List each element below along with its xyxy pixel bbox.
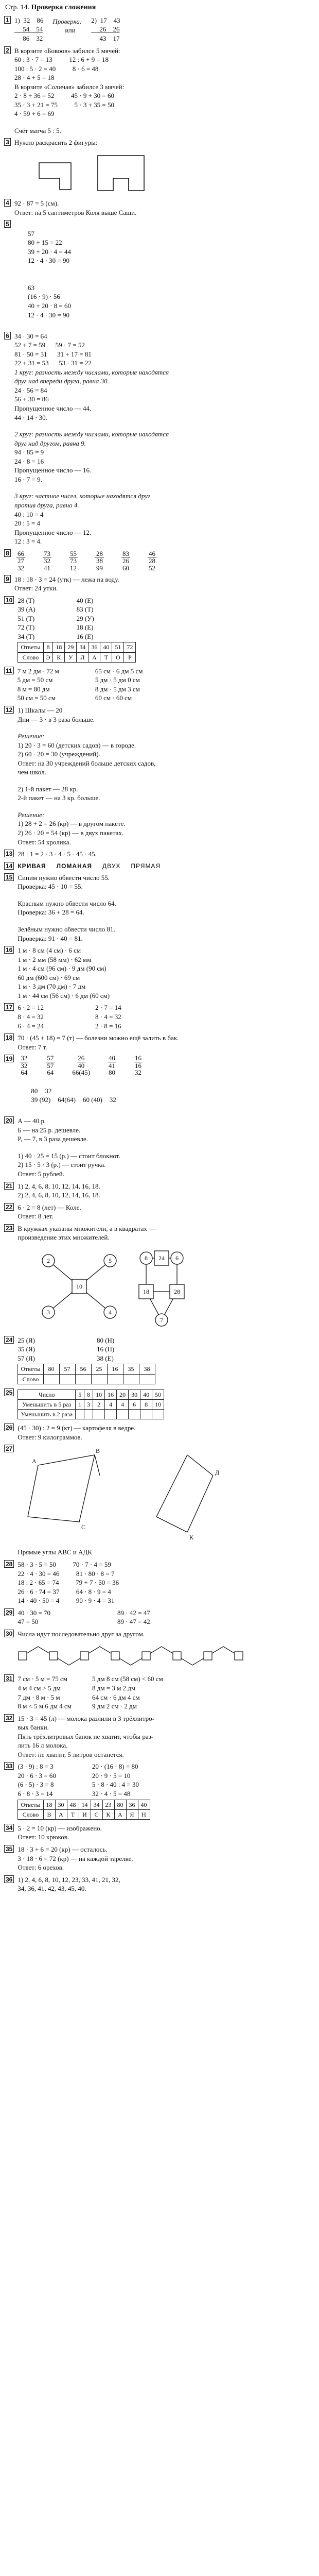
- task-number: 19: [4, 1055, 14, 1062]
- line: 5 дм 8 см (58 см) < 60 см: [92, 1675, 163, 1683]
- task-17: [4, 1003, 307, 1030]
- line: 50 см = 50 см: [17, 694, 56, 702]
- line: 28 · 4 + 5 = 18: [14, 74, 55, 82]
- or-label: или: [65, 26, 76, 35]
- word: ДВУХ: [102, 862, 121, 870]
- line: 70 · (45 + 18) = 7 (т) — болезни можно ещё залить в бак.: [17, 1034, 179, 1042]
- factor-label: 7: [160, 1316, 164, 1324]
- answer-table: Ответы 80 57 56 25 16 35 38 Слово: [17, 1364, 155, 1384]
- task-number: 17: [4, 1003, 14, 1011]
- task-number: 24: [4, 1336, 14, 1344]
- line: 80 (Н): [96, 1336, 115, 1344]
- task-number: 27: [4, 1445, 14, 1452]
- line: 6 · 2 = 12: [17, 1004, 44, 1012]
- line: 1) 2, 4, 6, 8, 10, 12, 14, 16, 18.: [17, 1182, 100, 1190]
- column-sum: 40 41 80: [109, 1054, 116, 1077]
- factor-label: 2: [47, 1257, 50, 1264]
- line: 34, 36, 41, 42, 43, 45, 40.: [17, 1885, 86, 1893]
- line: [14, 422, 307, 430]
- line: (3 · 9) : 8 = 3: [17, 1762, 54, 1771]
- task-number: 1: [4, 16, 11, 24]
- line: 8 дм = 3 м 2 дм: [92, 1684, 136, 1692]
- column-sum: 57 57 64: [47, 1054, 54, 1077]
- line: 20 · (16 · 8) = 80: [92, 1762, 138, 1771]
- expr: 63: [28, 283, 34, 292]
- task-14: [4, 862, 307, 870]
- factor-label: 6: [175, 1254, 179, 1262]
- line: 20 : 5 = 4: [14, 519, 40, 528]
- answer-table: Ответы 8 18 29 34 36 40 51 72 Слово Э К У Л А Т О Р: [17, 642, 136, 662]
- product-label: 18: [143, 1287, 150, 1295]
- line: Ответ: 24 утки.: [14, 584, 58, 592]
- line: Пропущенное число — 44.: [14, 404, 92, 413]
- expr: 12 · 4 · 30 = 90: [28, 257, 69, 265]
- task-33: [4, 1762, 307, 1821]
- line: 2-й пакет — на 3 кр. больше.: [17, 794, 100, 802]
- task-number: 26: [4, 1423, 14, 1431]
- line: 40 : 10 = 4: [14, 510, 44, 518]
- vertex-label: С: [81, 1523, 86, 1531]
- line: 3 · 18 · 6 = 72 (кр) — на каждой тарелке.: [17, 1854, 133, 1862]
- factor-label: 3: [47, 1308, 50, 1316]
- line: 1 м · 2 мм (58 мм) · 62 мм: [17, 955, 92, 963]
- line: чем школ.: [17, 768, 46, 776]
- task-number: 3: [4, 138, 11, 146]
- line: 20 · 6 · 3 = 60: [17, 1771, 56, 1780]
- factor-label: 5: [109, 1257, 112, 1264]
- answer-table: Ответы 18 30 48 14 34 23 80 36 40 Слово В А Т И С К А Я Н: [17, 1800, 150, 1820]
- line: Нужно раскрасить 2 фигуры:: [14, 139, 98, 147]
- task-number: 13: [4, 850, 14, 857]
- task-number: 31: [4, 1674, 14, 1682]
- line: 44 · 14 · 30.: [14, 413, 47, 421]
- line: 64 см · 6 дм 4 см: [92, 1693, 140, 1701]
- task-2: [4, 46, 307, 135]
- line: 1) 40 · 25 = 15 (р.) — стоит блокнот.: [17, 1151, 120, 1160]
- line: 14 · 40 · 50 = 4 90 · 9 · 4 = 31: [17, 1597, 115, 1605]
- line: 2) 26 · 20 = 54 (кр) — в двух пакетах.: [17, 829, 124, 837]
- task-number: 2: [4, 46, 11, 54]
- task-34: [4, 1824, 307, 1842]
- line: 2) 1-й пакет — 28 кр.: [17, 785, 78, 793]
- line: 18 (Е): [76, 623, 94, 632]
- task-13: [4, 850, 307, 859]
- task-number: 22: [4, 1203, 14, 1211]
- line: 1) 20 · 3 = 60 (детских садов) — в городе.: [17, 741, 136, 749]
- line: (45 · 30) : 2 = 9 (кт) — картофеля в ведре.: [17, 1424, 136, 1432]
- line: 43 17: [91, 34, 120, 42]
- expr: 12 · 4 · 30 = 90: [28, 311, 69, 319]
- line: 18 · 3 + 6 = 20 (кр) — осталось.: [17, 1845, 108, 1853]
- task-21: [4, 1182, 307, 1200]
- page-title: Проверка сложения: [31, 4, 96, 11]
- line: 2 · 7 = 14: [95, 1004, 121, 1012]
- expr: (16 · 9) · 56: [28, 293, 60, 301]
- line: 2) 17 43: [91, 16, 120, 24]
- task-4: [4, 199, 307, 217]
- line: 7 м 2 дм · 72 м: [17, 667, 59, 675]
- task-24: [4, 1336, 307, 1385]
- expr: 39 + 20 · 4 = 44: [28, 247, 71, 256]
- task-16: [4, 946, 307, 1000]
- line: Решение:: [17, 810, 45, 819]
- line: 28 (Т): [17, 596, 35, 604]
- task-number: 5: [4, 220, 11, 228]
- line: 2) 60 · 20 = 30 (учреждений).: [17, 750, 100, 758]
- task-number: 6: [4, 332, 11, 340]
- line: 81 · 50 = 31 31 + 17 = 81: [14, 350, 92, 358]
- line: 16 (П): [96, 1345, 115, 1353]
- line: вых банки.: [17, 1723, 49, 1732]
- vertex-label: В: [96, 1447, 100, 1455]
- task-number: 11: [4, 667, 14, 674]
- task-number: 12: [4, 706, 14, 714]
- product-label: 24: [158, 1254, 165, 1262]
- line: 12 : 3 = 4.: [14, 537, 42, 546]
- check-label: Проверка:: [52, 17, 82, 25]
- task-19: 19 32 32 64 57 57 64 26 40 66(45) 40 41 80 16 16 32 80 32 39 (92) 64(64) 60 (40) 32: [4, 1055, 307, 1113]
- line: 32 · 4 · 5 = 48: [92, 1789, 131, 1798]
- line: 1) 32 86: [14, 16, 44, 24]
- task-number: 20: [4, 1116, 14, 1124]
- task-36: [4, 1875, 307, 1893]
- column-sum: 83 26 60: [122, 549, 129, 572]
- line: Ответ: 54 кролика.: [17, 838, 71, 846]
- line: 35 · 3 + 21 = 75 5 · 3 + 35 = 50: [14, 100, 114, 109]
- line: 18 : 2 · 65 = 74 79 + 7 · 50 = 36: [17, 1579, 119, 1587]
- task-number: 10: [4, 596, 14, 604]
- task-32: [4, 1714, 307, 1759]
- task-27: [4, 1445, 307, 1557]
- line: В кружках указаны множители, а в квадратах —: [17, 1224, 156, 1232]
- task-22: [4, 1203, 307, 1221]
- line: 16 (Е): [76, 632, 94, 640]
- task-1: [4, 16, 307, 43]
- line: 3 круг: частное чисел, которые находятся друг: [14, 492, 151, 500]
- task-9: [4, 575, 307, 593]
- line: 1 м · 4 см (96 см) · 9 дм (90 см): [17, 964, 107, 973]
- angles-diagram: [17, 1445, 234, 1548]
- line: Решение:: [17, 732, 45, 740]
- line: [17, 777, 307, 785]
- line: 4 · 59 + 6 = 69: [14, 110, 55, 118]
- line: 16 · 7 = 9.: [14, 475, 42, 483]
- task-25: [4, 1388, 307, 1421]
- line: 7 см · 5 м = 75 см: [17, 1675, 67, 1683]
- line: 22 · 4 · 30 = 46 81 · 80 · 8 = 7: [17, 1569, 115, 1578]
- line: Числа идут последовательно друг за другом.: [17, 1630, 145, 1638]
- line: 8 дм · 5 дм 3 см: [95, 685, 140, 693]
- line: Ответ: 6 орехов.: [17, 1863, 64, 1872]
- line: 8 м < 5 м 6 дм 4 см: [17, 1702, 72, 1710]
- line: Проверка: 45 · 10 = 55.: [17, 883, 83, 891]
- line: 92 · 87 = 5 (см).: [14, 199, 59, 207]
- line: 2 · 8 + 36 = 52 45 · 9 + 30 = 60: [14, 92, 114, 100]
- task-number: 29: [4, 1608, 14, 1616]
- task-number: 14: [4, 862, 14, 870]
- line: 7 дм · 8 м · 5 м: [17, 1693, 60, 1701]
- line: 60 см · 60 см: [95, 694, 132, 702]
- line: 34 · 30 = 64: [14, 332, 47, 340]
- line: В корзите «Соличая» забилсе 3 мячей:: [14, 82, 125, 91]
- column-sum: 55 73 12: [70, 549, 77, 572]
- line: 29 (У): [76, 614, 94, 622]
- line: 47 = 50: [17, 1618, 39, 1626]
- line: 18 : 18 · 3 = 24 (утк) — лежа на воду.: [14, 575, 119, 583]
- line: 60 : 3 · 7 = 13 12 : 6 + 9 = 18: [14, 56, 109, 64]
- vertex-label: К: [189, 1534, 194, 1541]
- line: 57 (Я): [17, 1354, 35, 1362]
- line: [14, 484, 307, 492]
- task-number: 30: [4, 1630, 14, 1637]
- line: против друга, равно 4.: [14, 501, 79, 509]
- line: 56 + 30 = 86: [14, 395, 49, 403]
- line: 89 · 47 = 42: [117, 1618, 150, 1626]
- task-number: 15: [4, 873, 14, 881]
- line: [17, 803, 307, 810]
- line: Счёт матча 5 : 5.: [14, 126, 61, 134]
- task-number: 35: [4, 1845, 14, 1853]
- line: [17, 917, 307, 925]
- task-20: [4, 1116, 307, 1178]
- multiplier-diagram: [28, 1245, 213, 1333]
- line: Ответ: 5 рублей.: [17, 1170, 64, 1178]
- line: 9 дм 2 см · 2 дм: [92, 1702, 137, 1710]
- expr: 40 + 20 · 8 = 60: [28, 302, 71, 310]
- task-29: [4, 1608, 307, 1626]
- line: Ответ: на 5 сантиметров Коля выше Саши.: [14, 208, 137, 216]
- line: 2) 15 · 5 · 3 (р.) — стоит ручка.: [17, 1161, 106, 1169]
- task-30: [4, 1630, 307, 1672]
- line: 26 26: [91, 25, 120, 33]
- line: 24 · 8 = 16: [14, 457, 44, 465]
- line: Проверка: 36 + 28 = 64.: [17, 908, 84, 917]
- line: Р, — 7, в 3 раза дешевле.: [17, 1135, 88, 1143]
- line: Красным нужно обвести число 64.: [17, 899, 116, 907]
- line: 5 · 8 · 40 : 4 = 30: [92, 1781, 139, 1789]
- word: ПРЯМАЯ: [131, 862, 161, 870]
- figure-house-shape: [93, 152, 154, 194]
- line: Пропущенное число — 12.: [14, 528, 92, 536]
- line: Ответ: не хватит, 5 литров останется.: [17, 1750, 124, 1758]
- line: 2 круг: разность между числами, которые находятся: [14, 430, 169, 438]
- line: Пять трёхлитровых банок не хватит, чтобы раз-: [17, 1732, 154, 1740]
- task-6: [4, 332, 307, 546]
- column-sum: 73 32 41: [44, 549, 50, 572]
- task-number: 18: [4, 1033, 14, 1041]
- expr: 57: [28, 229, 34, 238]
- sequence-chain: [17, 1640, 254, 1671]
- task-11: [4, 667, 307, 703]
- line: 40 (Е): [76, 596, 94, 604]
- vertex-label: Д: [215, 1469, 220, 1477]
- expr: 80 + 15 = 22: [28, 239, 62, 247]
- task-number: 21: [4, 1182, 14, 1190]
- line: Ответ: 7 т.: [17, 1043, 47, 1051]
- line: 38 (Е): [96, 1354, 114, 1362]
- line: 51 (Т): [17, 614, 35, 622]
- task-number: 9: [4, 575, 11, 583]
- task-15: [4, 873, 307, 943]
- line: Синим нужно обвести число 55.: [17, 873, 110, 882]
- task-12: [4, 706, 307, 846]
- line: 1 м · 44 см (56 см) · 6 дм (60 см): [17, 991, 110, 999]
- figures: [35, 152, 307, 194]
- page-number: Стр. 14.: [5, 4, 29, 11]
- line: (6 · 5) · 3 = 8: [17, 1781, 54, 1789]
- task-26: [4, 1423, 307, 1442]
- line: 6 · 8 · 3 = 14: [17, 1789, 53, 1798]
- task-number: 32: [4, 1714, 14, 1722]
- line: 39 (А): [17, 605, 36, 614]
- line: Ответ: 8 лет.: [17, 1212, 54, 1221]
- line: 40 · 30 = 70: [17, 1608, 51, 1617]
- line: 72 (Т): [17, 623, 35, 632]
- line: друг над другом, равна 9.: [14, 439, 86, 447]
- line: 1) 28 + 2 = 26 (кр) — в другом пакете.: [17, 820, 126, 828]
- line: произведение этих множителей.: [17, 1233, 110, 1242]
- task-number: 25: [4, 1388, 14, 1396]
- line: 1 м · 8 см (4 см) · 6 см: [17, 946, 81, 955]
- task-31: [4, 1674, 307, 1710]
- task-10: [4, 596, 307, 664]
- line: 20 · 9 · 5 = 10: [92, 1771, 131, 1780]
- task-number: 36: [4, 1875, 14, 1883]
- word: КРИВАЯ: [17, 862, 46, 870]
- column-sum: 32 32 64: [21, 1054, 28, 1077]
- line: 60 дм (600 см) · 69 см: [17, 973, 80, 981]
- line: 24 · 56 = 84: [14, 386, 47, 394]
- line: 22 + 31 = 53 53 · 31 = 22: [14, 359, 92, 367]
- column-sum: 28 38 99: [96, 549, 103, 572]
- line: 8 м = 80 дм: [17, 685, 50, 693]
- line: друг над впереди друга, равна 30.: [14, 377, 109, 385]
- column-sum: 46 28 52: [149, 549, 155, 572]
- word: ЛОМАНАЯ: [56, 862, 93, 870]
- line: Пропущенное число — 16.: [14, 466, 92, 474]
- line: 15 · 3 = 45 (л) — молока разлили в 3 трёхлитро-: [17, 1714, 155, 1722]
- task-3: [4, 138, 307, 196]
- line: 1 круг: разность между числами, которые находятся: [14, 368, 169, 376]
- line: Зелёным нужно обвести число 81.: [17, 925, 115, 934]
- line: 100 : 5 · 2 = 40 8 · 6 = 48: [14, 64, 99, 73]
- line: [17, 724, 307, 732]
- line: 52 + 7 = 59 59 · 7 = 52: [14, 341, 85, 349]
- task-number: 8: [4, 549, 11, 557]
- line: 26 · 6 · 74 = 37 64 · 8 · 9 = 4: [17, 1587, 111, 1596]
- task-28: [4, 1560, 307, 1605]
- line: 25 (Я): [17, 1336, 35, 1344]
- line: 89 · 42 = 47: [117, 1608, 150, 1617]
- line: 5 дм = 50 см: [17, 676, 53, 684]
- line: 58 · 3 · 5 = 50 70 · 7 · 4 = 59: [17, 1561, 111, 1569]
- line: 34 (Т): [17, 632, 35, 640]
- line: 8 · 4 = 32: [17, 1012, 44, 1021]
- task-number: 23: [4, 1224, 14, 1232]
- task-number: 4: [4, 199, 11, 207]
- task-5: [4, 220, 307, 329]
- line: Ответ: 10 крюков.: [17, 1833, 69, 1841]
- line: 6 · 2 = 8 (лет) — Коле.: [17, 1203, 81, 1211]
- line: 83 (Т): [76, 605, 94, 614]
- task-8: [4, 549, 307, 572]
- line: [17, 1144, 307, 1151]
- line: [17, 891, 307, 899]
- task-18: [4, 1033, 307, 1052]
- line: 5 дм · 5 дм 0 см: [95, 676, 140, 684]
- line: Б — на 25 р. дешевле.: [17, 1126, 81, 1134]
- line: В корзите «Бовоов» забилсе 5 мячей:: [14, 46, 120, 55]
- factor-label: 8: [145, 1254, 148, 1262]
- line: 28 · 1 = 2 · 3 · 4 · 5 · 45 · 45.: [17, 850, 97, 858]
- line: 6 · 4 = 24: [17, 1022, 44, 1030]
- product-label: 10: [76, 1282, 83, 1290]
- line: 8 · 4 = 32: [95, 1012, 121, 1021]
- column-sum: 26 40 66(45): [72, 1054, 91, 1077]
- line: 1) Шкалы — 20: [17, 706, 63, 714]
- division-table: Число 5 8 10 16 20 30 40 50 Уменьшить в 5 раз 1 3 2 4 4 6 8 10 Уменьшить в 2 раза: [17, 1389, 164, 1420]
- line: Дни — 3 · в 3 раза больше.: [17, 715, 95, 723]
- vertex-label: А: [32, 1458, 37, 1465]
- line: 2 · 8 = 16: [95, 1022, 121, 1030]
- line: 86 32: [14, 34, 43, 42]
- line: Ответ: 9 килограммов.: [17, 1433, 82, 1441]
- line: А — 40 р.: [17, 1117, 46, 1125]
- line: 4 м 4 см > 5 дм: [17, 1684, 61, 1692]
- line: 1) 2, 4, 6, 8, 10, 12, 23, 33, 41, 21, 32,: [17, 1875, 120, 1884]
- column-sum: 16 16 32: [135, 1054, 142, 1077]
- line: 5 · 2 = 10 (кр) — изображено.: [17, 1824, 102, 1832]
- product-label: 28: [174, 1287, 181, 1295]
- task-number: 33: [4, 1762, 14, 1770]
- line: 35 (Я): [17, 1345, 35, 1353]
- task-35: [4, 1845, 307, 1872]
- line: Ответ: на 30 учреждений больше детских садов,: [17, 759, 156, 767]
- line: Проверка: 91 · 40 = 81.: [17, 934, 83, 942]
- line: 2) 2, 4, 6, 8, 10, 12, 14, 16, 18.: [17, 1191, 100, 1199]
- figure-flag-shape: [35, 158, 81, 194]
- column-sum: 66 27 32: [17, 549, 24, 572]
- line: лить 16 л молока.: [17, 1741, 68, 1750]
- task-23: [4, 1224, 307, 1333]
- line: 65 см · 6 дм 5 см: [95, 667, 143, 675]
- factor-label: 4: [109, 1308, 112, 1316]
- line: 54 54: [14, 25, 43, 33]
- task-number: 16: [4, 946, 14, 954]
- line: [14, 118, 307, 126]
- line: 94 · 85 = 9: [14, 448, 44, 456]
- page-header: [5, 3, 307, 13]
- line: 1 м · 3 дм (70 дм) · 7 дм: [17, 982, 86, 991]
- task-number: 34: [4, 1824, 14, 1832]
- task-number: 28: [4, 1560, 14, 1568]
- line: Прямые углы АВС и АДК: [17, 1548, 92, 1556]
